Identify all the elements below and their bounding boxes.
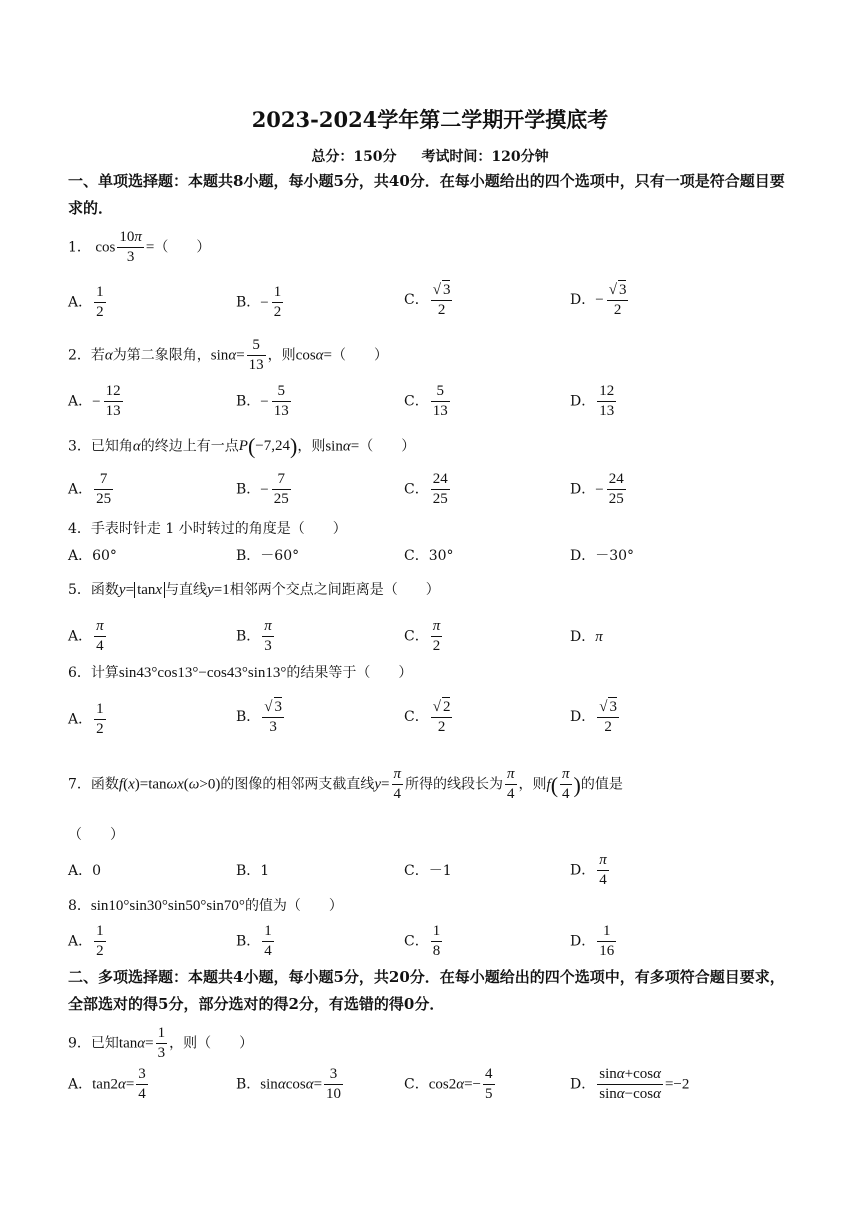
question-7: 7．函数f(x)=tanωx(ω>0)的图像的相邻两支截直线y= $\frac{\pi}{4}$ 所得的线段长为 $\frac{\pi}{4}$ ，则f( $\frac{\pi}{4}$ )的值是 [68, 766, 623, 802]
question-5: 5．函数y= tanx 与直线y=1相邻两个交点之间距离是（ ） [68, 582, 440, 598]
q6-option-d[interactable]: D． $\frac{√ 3}{2}$ [570, 699, 617, 735]
q6-option-b[interactable]: B． $\frac{√ 3}{3}$ [236, 699, 283, 735]
question-3: 3．已知角α的终边上有一点P(−7,24)，则sinα=（ ） [68, 434, 416, 459]
q4-option-b[interactable]: B．－60° [236, 548, 300, 564]
total-score: 总分：150分 [311, 149, 397, 165]
q7-option-d[interactable]: D． $\frac{\pi}{4}$ [570, 852, 607, 888]
q2-option-d[interactable]: D． $\frac{12}{13}$ [570, 383, 615, 419]
q2-option-c[interactable]: C． $\frac{5}{13}$ [404, 383, 448, 419]
q3-option-d[interactable]: D．− $\frac{24}{25}$ [570, 471, 624, 507]
question-9: 9．已知tanα= $\frac{1}{3}$ ，则（ ） [68, 1025, 254, 1061]
q3-option-b[interactable]: B．− $\frac{7}{25}$ [236, 471, 289, 507]
q1-option-c[interactable]: C． $\frac{√ 3}{2}$ [404, 282, 451, 318]
q2-option-a[interactable]: A．− $\frac{12}{13}$ [68, 383, 121, 419]
page-title: 2023-2024学年第二学期开学摸底考 [251, 107, 609, 132]
q4-option-a[interactable]: A．60° [68, 548, 117, 564]
q3-option-c[interactable]: C． $\frac{24}{25}$ [404, 471, 448, 507]
q3-option-a[interactable]: A． $\frac{7}{25}$ [68, 471, 112, 507]
exam-meta [0, 146, 860, 166]
q8-option-a[interactable]: A． $\frac{1}{2}$ [68, 923, 104, 959]
q2-option-b[interactable]: B．− $\frac{5}{13}$ [236, 383, 289, 419]
question-1: 1． cos $\frac{10\pi}{3}$ =（ ） [68, 229, 211, 265]
section-1-heading: 一、单项选择题：本题共8小题，每小题5分，共40分．在每小题给出的四个选项中，只有一项是符合题目要求的． [68, 172, 785, 217]
question-4: 4．手表时针走 1 小时转过的角度是（ ） [68, 521, 347, 537]
question-6: 6．计算sin43°cos13°−cos43°sin13°的结果等于（ ） [68, 665, 413, 681]
q4-option-c[interactable]: C．30° [404, 548, 454, 564]
q5-option-a[interactable]: A． $\frac{\pi}{4}$ [68, 618, 104, 654]
q7-option-c[interactable]: C．－1 [404, 863, 452, 879]
q8-option-b[interactable]: B． $\frac{1}{4}$ [236, 923, 272, 959]
q6-option-a[interactable]: A． $\frac{1}{2}$ [68, 701, 104, 737]
q9-option-d[interactable]: D． $\frac{\sin\alpha+\cos\alpha}{\sin\alpha-\cos\alpha}$ =−2 [570, 1066, 690, 1102]
q9-option-a[interactable]: A．tan2α= $\frac{3}{4}$ [68, 1066, 146, 1102]
q4-option-d[interactable]: D．－30° [570, 548, 635, 564]
exam-time: 考试时间：120分钟 [421, 149, 549, 165]
q9-option-b[interactable]: B．sinαcosα= $\frac{3}{10}$ [236, 1066, 342, 1102]
q1-option-d[interactable]: D．− $\frac{√ 3}{2}$ [570, 282, 627, 318]
q5-option-d[interactable]: D．π [570, 629, 603, 645]
question-2: 2．若α为第二象限角，sinα= $\frac{5}{13}$ ，则cosα=（ ） [68, 337, 388, 373]
q5-option-b[interactable]: B． $\frac{\pi}{3}$ [236, 618, 272, 654]
question-7-paren: （ ） [68, 827, 124, 843]
q7-option-b[interactable]: B．1 [236, 863, 270, 879]
q6-option-c[interactable]: C． $\frac{√ 2}{2}$ [404, 699, 451, 735]
q7-option-a[interactable]: A．0 [68, 863, 102, 879]
question-8: 8．sin10°sin30°sin50°sin70°的值为（ ） [68, 898, 343, 914]
q8-option-d[interactable]: D． $\frac{1}{16}$ [570, 923, 615, 959]
section-2-heading: 二、多项选择题：本题共4小题，每小题5分，共20分．在每小题给出的四个选项中，有多项符合题目要求，全部选对的得5分，部分选对的得2分，有选错的得0分． [68, 968, 785, 1013]
q5-option-c[interactable]: C． $\frac{\pi}{2}$ [404, 618, 441, 654]
q1-option-a[interactable]: A． $\frac{1}{2}$ [68, 284, 104, 320]
q8-option-c[interactable]: C． $\frac{1}{8}$ [404, 923, 441, 959]
q1-option-b[interactable]: B．− $\frac{1}{2}$ [236, 284, 282, 320]
q9-option-c[interactable]: C．cos2α=− $\frac{4}{5}$ [404, 1066, 493, 1102]
